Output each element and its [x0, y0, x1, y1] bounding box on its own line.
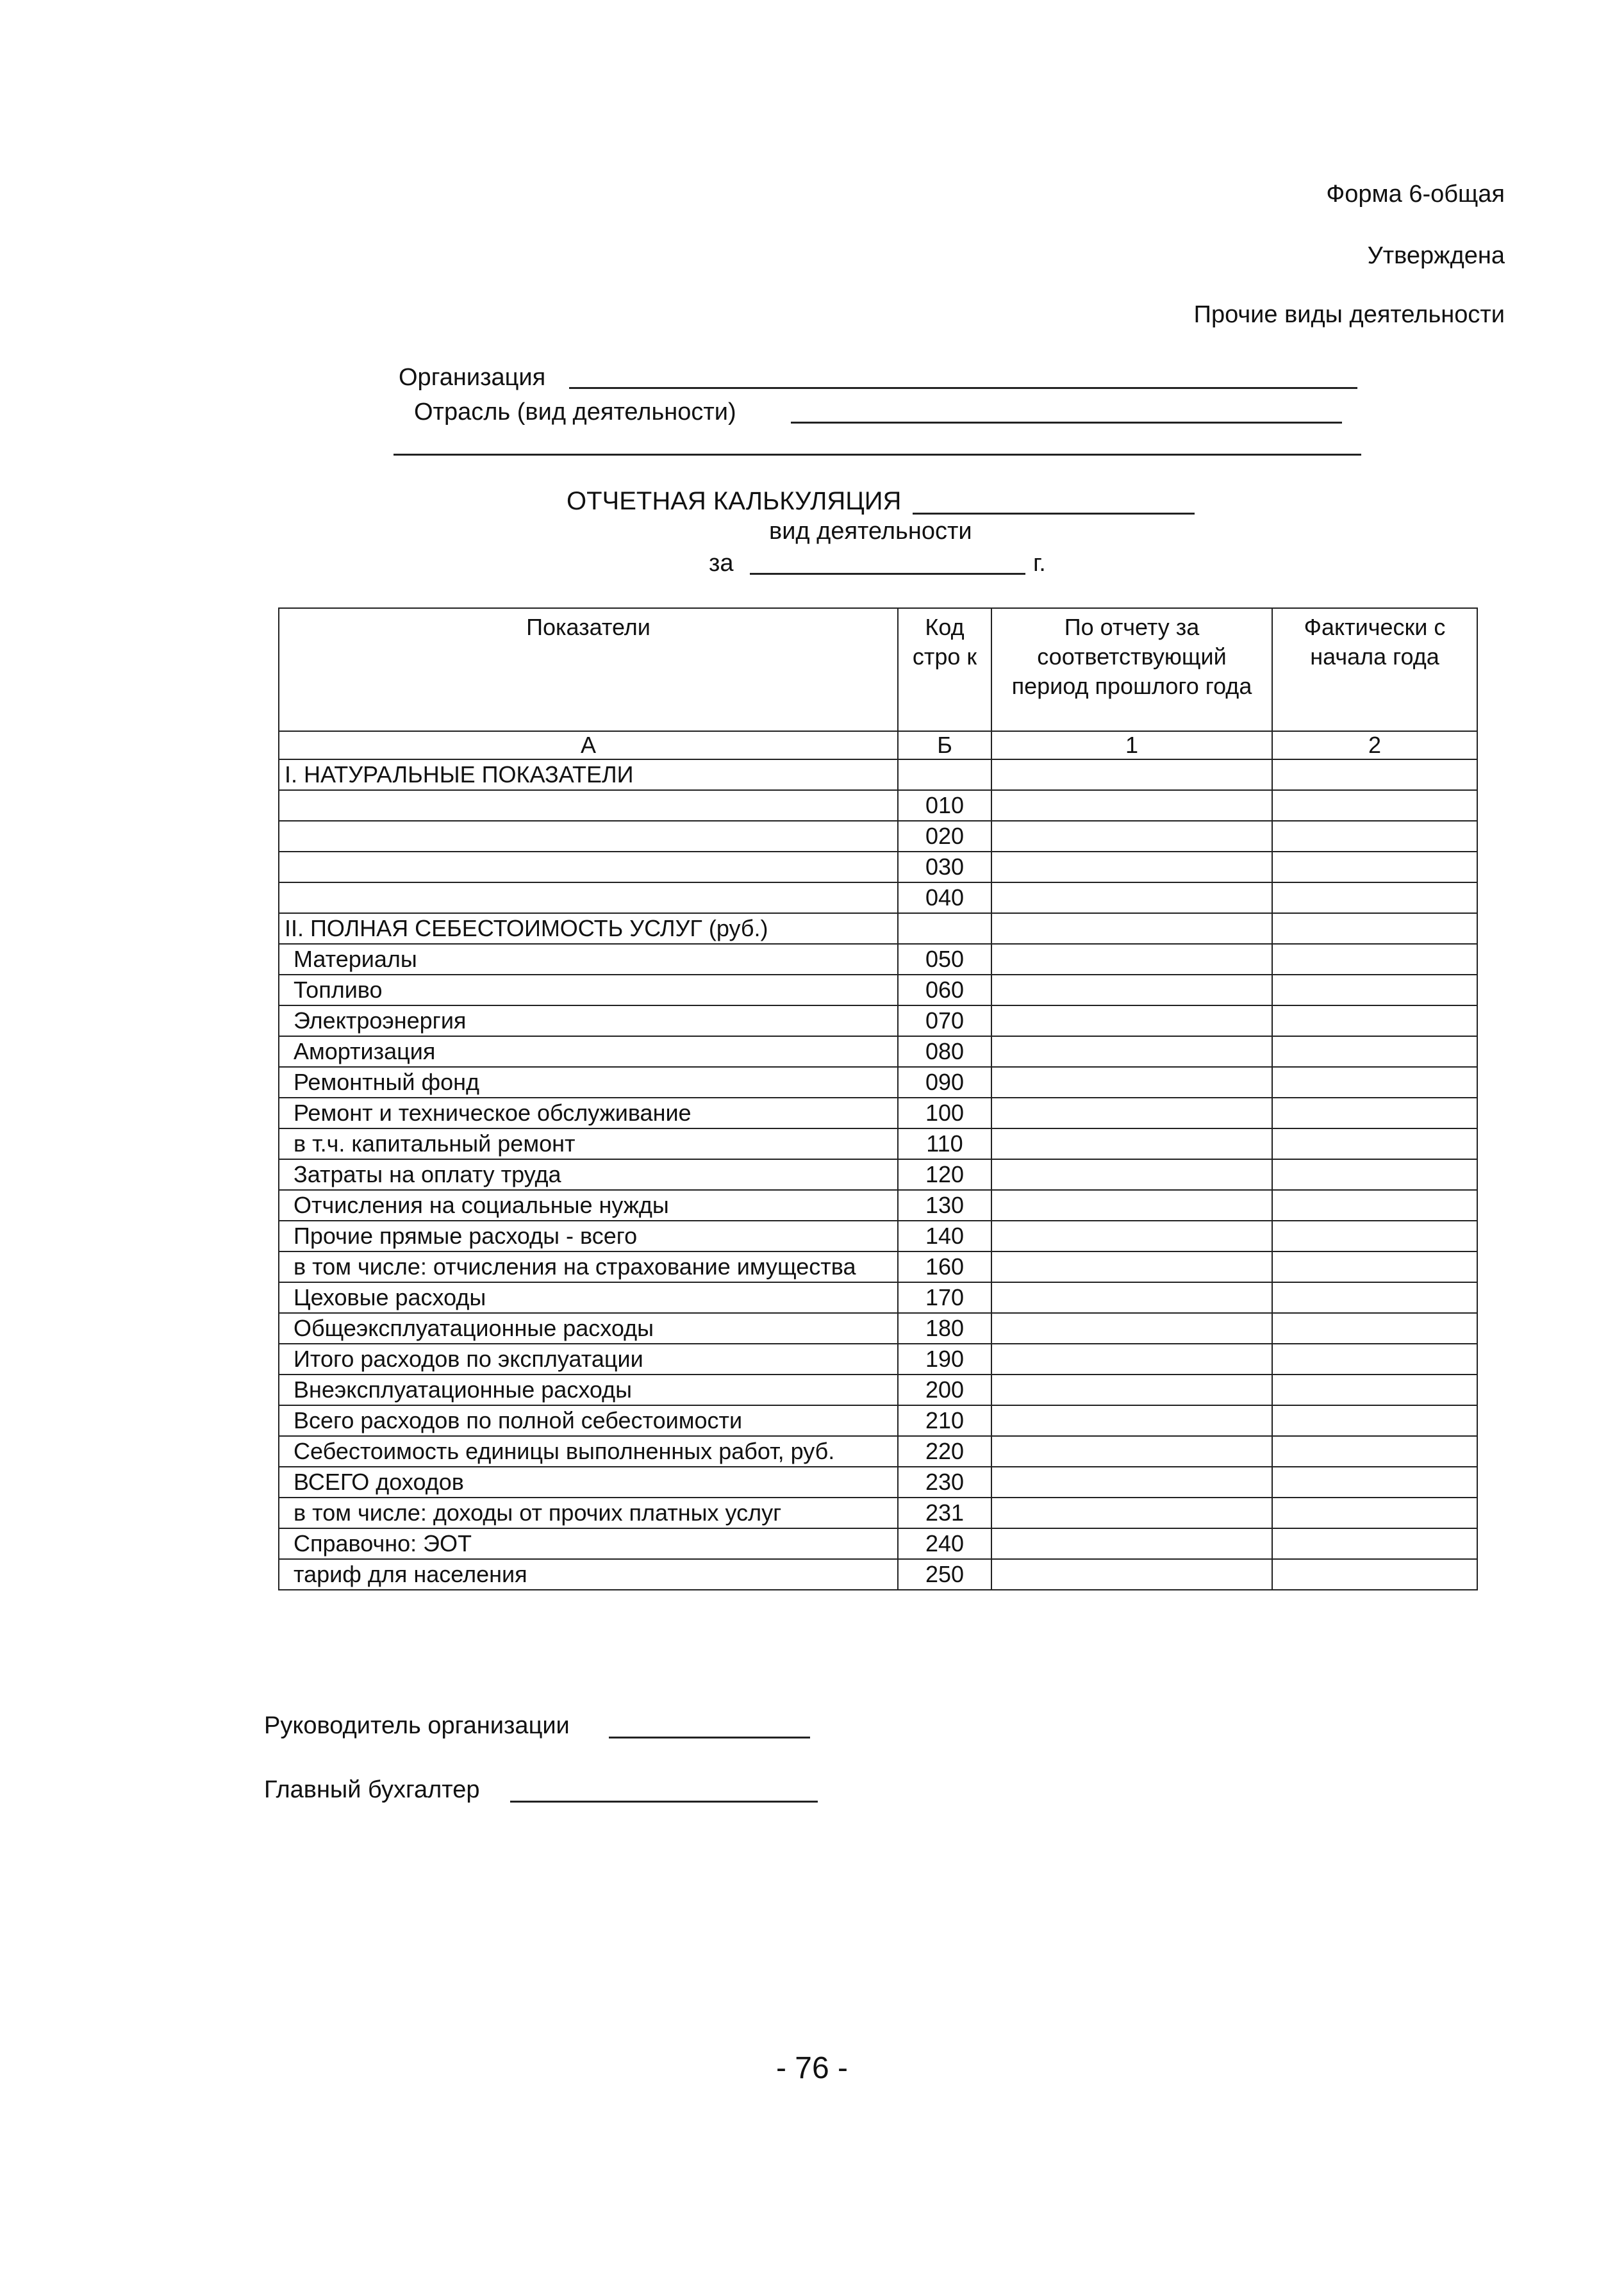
actual-cell[interactable] — [1272, 882, 1477, 913]
actual-cell[interactable] — [1272, 790, 1477, 821]
row-code: 010 — [898, 790, 991, 821]
row-code: 020 — [898, 821, 991, 852]
row-label: Электроэнергия — [279, 1005, 898, 1036]
industry-label: Отрасль (вид деятельности) — [414, 399, 736, 425]
table-row — [279, 1528, 1477, 1559]
column-letters-row — [279, 731, 1477, 759]
prev-year-cell[interactable] — [991, 1221, 1272, 1251]
row-code: 250 — [898, 1559, 991, 1590]
row-code: 200 — [898, 1375, 991, 1405]
table-header-row — [279, 608, 1477, 731]
period-suffix: г. — [1033, 550, 1046, 577]
actual-cell[interactable] — [1272, 1067, 1477, 1098]
row-label: Внеэксплуатационные расходы — [279, 1375, 898, 1405]
row-code: 140 — [898, 1221, 991, 1251]
table-row — [279, 1344, 1477, 1375]
row-label: Затраты на оплату труда — [279, 1159, 898, 1190]
prev-year-cell[interactable] — [991, 1559, 1272, 1590]
organization-field[interactable] — [569, 387, 1357, 389]
table-row — [279, 944, 1477, 975]
prev-year-cell[interactable] — [991, 1005, 1272, 1036]
table-row — [279, 1282, 1477, 1313]
prev-year-cell[interactable] — [991, 913, 1272, 944]
actual-cell[interactable] — [1272, 1344, 1477, 1375]
actual-cell[interactable] — [1272, 1436, 1477, 1467]
actual-cell[interactable] — [1272, 975, 1477, 1005]
row-code: 110 — [898, 1128, 991, 1159]
prev-year-cell[interactable] — [991, 975, 1272, 1005]
prev-year-cell[interactable] — [991, 1128, 1272, 1159]
row-code: 070 — [898, 1005, 991, 1036]
actual-cell[interactable] — [1272, 1559, 1477, 1590]
row-label: Материалы — [279, 944, 898, 975]
period-prefix: за — [709, 550, 734, 577]
prev-year-cell[interactable] — [991, 1282, 1272, 1313]
row-label: Итого расходов по эксплуатации — [279, 1344, 898, 1375]
actual-cell[interactable] — [1272, 944, 1477, 975]
actual-cell[interactable] — [1272, 1313, 1477, 1344]
row-code: 050 — [898, 944, 991, 975]
table-row — [279, 1098, 1477, 1128]
row-label: Ремонт и техническое обслуживание — [279, 1098, 898, 1128]
prev-year-cell[interactable] — [991, 1159, 1272, 1190]
table-row — [279, 852, 1477, 882]
row-label: Себестоимость единицы выполненных работ, руб. — [279, 1436, 898, 1467]
activity-subtitle: вид деятельности — [769, 518, 972, 545]
prev-year-cell[interactable] — [991, 1251, 1272, 1282]
row-code: 231 — [898, 1498, 991, 1528]
table-row — [279, 1251, 1477, 1282]
industry-field[interactable] — [791, 422, 1342, 424]
actual-cell[interactable] — [1272, 1528, 1477, 1559]
section-heading: II. ПОЛНАЯ СЕБЕСТОИМОСТЬ УСЛУГ (руб.) — [279, 913, 898, 944]
row-code: 240 — [898, 1528, 991, 1559]
prev-year-cell[interactable] — [991, 1436, 1272, 1467]
prev-year-cell[interactable] — [991, 790, 1272, 821]
row-code: 090 — [898, 1067, 991, 1098]
row-code: 060 — [898, 975, 991, 1005]
row-label: Цеховые расходы — [279, 1282, 898, 1313]
row-label: Амортизация — [279, 1036, 898, 1067]
actual-cell[interactable] — [1272, 1282, 1477, 1313]
row-code: 100 — [898, 1098, 991, 1128]
row-code — [898, 759, 991, 790]
table-row — [279, 1128, 1477, 1159]
prev-year-cell[interactable] — [991, 1067, 1272, 1098]
actual-cell[interactable] — [1272, 1128, 1477, 1159]
actual-cell[interactable] — [1272, 1375, 1477, 1405]
header-code: Код стро к — [898, 608, 991, 731]
actual-cell[interactable] — [1272, 1467, 1477, 1498]
table-row — [279, 1405, 1477, 1436]
row-code: 210 — [898, 1405, 991, 1436]
actual-cell[interactable] — [1272, 759, 1477, 790]
prev-year-cell[interactable] — [991, 1190, 1272, 1221]
row-code: 160 — [898, 1251, 991, 1282]
row-code: 040 — [898, 882, 991, 913]
prev-year-cell[interactable] — [991, 852, 1272, 882]
prev-year-cell[interactable] — [991, 1344, 1272, 1375]
row-label — [279, 821, 898, 852]
row-label: Ремонтный фонд — [279, 1067, 898, 1098]
table-row — [279, 1498, 1477, 1528]
table-row — [279, 1313, 1477, 1344]
header-actual: Фактически с начала года — [1272, 608, 1477, 731]
row-code — [898, 913, 991, 944]
row-label — [279, 882, 898, 913]
row-code: 120 — [898, 1159, 991, 1190]
table-row — [279, 1005, 1477, 1036]
report-title-field[interactable] — [913, 513, 1195, 515]
prev-year-cell[interactable] — [991, 1528, 1272, 1559]
row-label: Всего расходов по полной себестоимости — [279, 1405, 898, 1436]
page-number: - 76 - — [775, 2051, 849, 2085]
section-heading: I. НАТУРАЛЬНЫЕ ПОКАЗАТЕЛИ — [279, 759, 898, 790]
row-code: 080 — [898, 1036, 991, 1067]
approved-label: Утверждена — [1367, 242, 1505, 269]
row-label: Топливо — [279, 975, 898, 1005]
period-field[interactable] — [750, 573, 1025, 575]
actual-cell[interactable] — [1272, 821, 1477, 852]
form-name: Форма 6-общая — [1326, 181, 1505, 208]
prev-year-cell[interactable] — [991, 1098, 1272, 1128]
organization-label: Организация — [399, 364, 546, 391]
row-label: в том числе: доходы от прочих платных услуг — [279, 1498, 898, 1528]
actual-cell[interactable] — [1272, 1159, 1477, 1190]
table-row — [279, 1467, 1477, 1498]
table-row — [279, 975, 1477, 1005]
table-body — [279, 759, 1477, 1590]
header-prev-year: По отчету за соответствующий период прошлого года — [991, 608, 1272, 731]
table-row — [279, 1190, 1477, 1221]
actual-cell[interactable] — [1272, 1221, 1477, 1251]
header-indicators: Показатели — [279, 608, 898, 731]
row-label: Прочие прямые расходы - всего — [279, 1221, 898, 1251]
director-signature-field[interactable] — [609, 1737, 810, 1738]
table-row — [279, 1559, 1477, 1590]
prev-year-cell[interactable] — [991, 821, 1272, 852]
extra-field-line[interactable] — [394, 454, 1361, 456]
accountant-signature-field[interactable] — [510, 1801, 818, 1803]
activity-kind: Прочие виды деятельности — [1193, 301, 1505, 328]
row-code: 170 — [898, 1282, 991, 1313]
prev-year-cell[interactable] — [991, 1467, 1272, 1498]
prev-year-cell[interactable] — [991, 1405, 1272, 1436]
table-row — [279, 821, 1477, 852]
column-letter-b: Б — [898, 731, 991, 759]
table-row — [279, 1375, 1477, 1405]
prev-year-cell[interactable] — [991, 1375, 1272, 1405]
prev-year-cell[interactable] — [991, 944, 1272, 975]
column-letter-1: 1 — [991, 731, 1272, 759]
row-label: в т.ч. капитальный ремонт — [279, 1128, 898, 1159]
row-code: 220 — [898, 1436, 991, 1467]
column-letter-2: 2 — [1272, 731, 1477, 759]
row-code: 180 — [898, 1313, 991, 1344]
table-row — [279, 1067, 1477, 1098]
row-label: ВСЕГО доходов — [279, 1467, 898, 1498]
actual-cell[interactable] — [1272, 1005, 1477, 1036]
prev-year-cell[interactable] — [991, 882, 1272, 913]
actual-cell[interactable] — [1272, 1190, 1477, 1221]
row-label: Общеэксплуатационные расходы — [279, 1313, 898, 1344]
actual-cell[interactable] — [1272, 1098, 1477, 1128]
table-row — [279, 1221, 1477, 1251]
calculation-table — [278, 607, 1478, 1590]
row-label: тариф для населения — [279, 1559, 898, 1590]
row-label: в том числе: отчисления на страхование имущества — [279, 1251, 898, 1282]
table-row — [279, 1036, 1477, 1067]
table-row — [279, 882, 1477, 913]
row-label — [279, 790, 898, 821]
actual-cell[interactable] — [1272, 1036, 1477, 1067]
column-letter-a: А — [279, 731, 898, 759]
table-row — [279, 1159, 1477, 1190]
row-label: Справочно: ЭОТ — [279, 1528, 898, 1559]
prev-year-cell[interactable] — [991, 1036, 1272, 1067]
actual-cell[interactable] — [1272, 913, 1477, 944]
row-code: 030 — [898, 852, 991, 882]
report-title: ОТЧЕТНАЯ КАЛЬКУЛЯЦИЯ — [567, 487, 902, 515]
row-code: 190 — [898, 1344, 991, 1375]
row-code: 230 — [898, 1467, 991, 1498]
actual-cell[interactable] — [1272, 1405, 1477, 1436]
prev-year-cell[interactable] — [991, 1313, 1272, 1344]
actual-cell[interactable] — [1272, 1498, 1477, 1528]
actual-cell[interactable] — [1272, 852, 1477, 882]
actual-cell[interactable] — [1272, 1251, 1477, 1282]
table-row — [279, 790, 1477, 821]
accountant-label: Главный бухгалтер — [264, 1776, 480, 1803]
table-row — [279, 1436, 1477, 1467]
row-label — [279, 852, 898, 882]
prev-year-cell[interactable] — [991, 1498, 1272, 1528]
table-row — [279, 913, 1477, 944]
prev-year-cell[interactable] — [991, 759, 1272, 790]
row-label: Отчисления на социальные нужды — [279, 1190, 898, 1221]
row-code: 130 — [898, 1190, 991, 1221]
director-label: Руководитель организации — [264, 1712, 570, 1739]
table-row — [279, 759, 1477, 790]
